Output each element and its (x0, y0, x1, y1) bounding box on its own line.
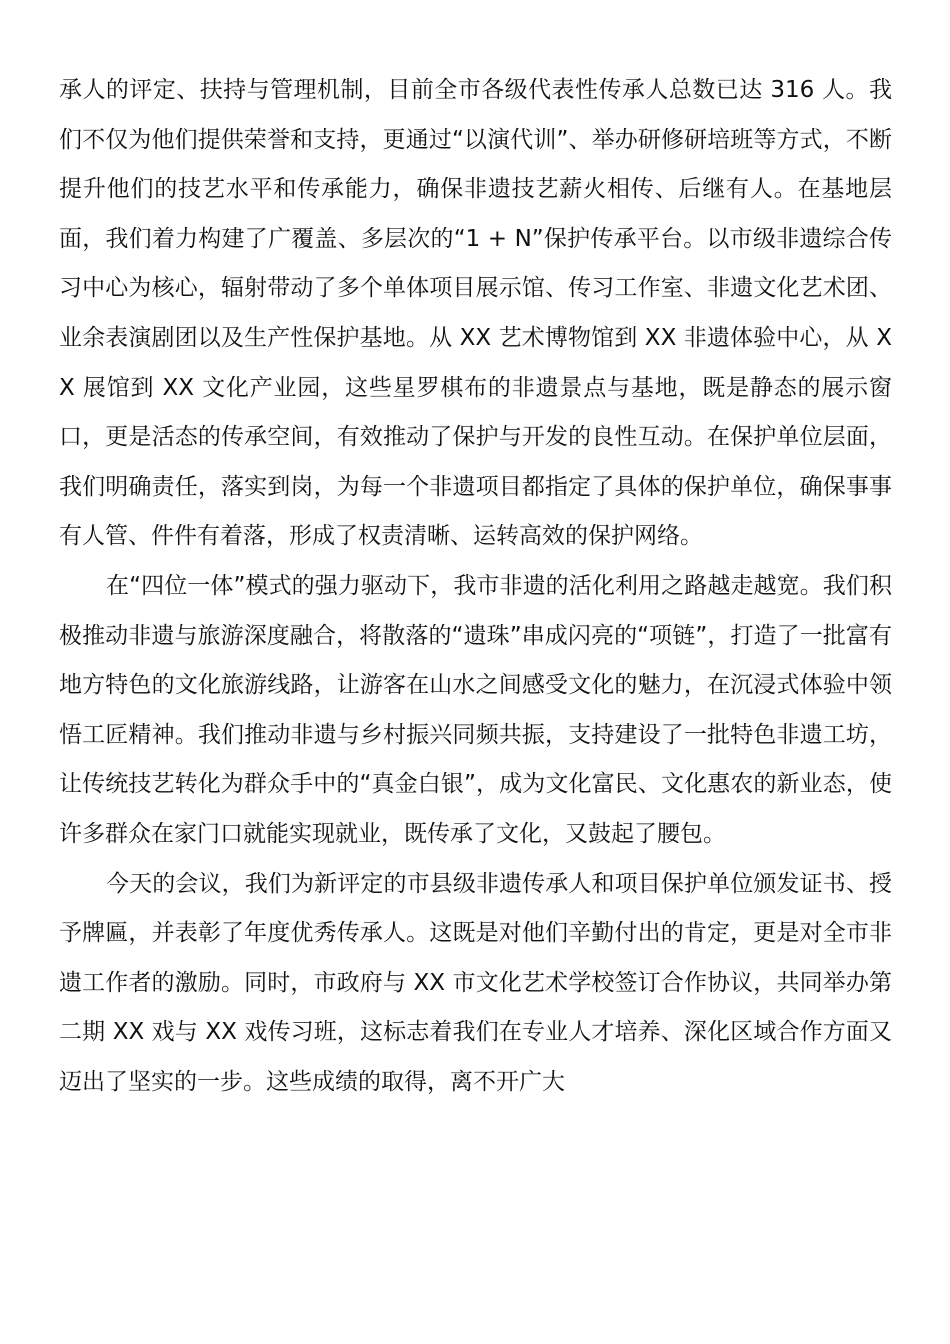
paragraph-four-in-one-model: 在“四位一体”模式的强力驱动下，我市非遗的活化利用之路越走越宽。我们积极推动非遗与旅游深度融合，将散落的“遗珠”串成闪亮的“项链”，打造了一批富有地方特色的文化旅游线路，让游客在山水之间感受文化的魅力，在沉浸式体验中领悟工匠精神。我们推动非遗与乡村振兴同频共振，支持建设了一批特色非遗工坊，让传统技艺转化为群众手中的“真金白银”，成为文化富民、文化惠农的新业态，使许多群众在家门口就能实现就业，既传承了文化，又鼓起了腰包。 (59, 572, 892, 847)
paragraph-todays-meeting: 今天的会议，我们为新评定的市县级非遗传承人和项目保护单位颁发证书、授予牌匾，并表彰了年度优秀传承人。这既是对他们辛勤付出的肯定，更是对全市非遗工作者的激励。同时，市政府与 XX 市文化艺术学校签订合作协议，共同举办第二期 XX 戏与 XX 戏传习班，这标志着我们在专业人才培养、深化区域合作方面又迈出了坚实的一步。这些成绩的取得，离不开广大 (59, 870, 892, 1095)
paragraph-heritage-system: 承人的评定、扶持与管理机制，目前全市各级代表性传承人总数已达 316 人。我们不仅为他们提供荣誉和支持，更通过“以演代训”、举办研修研培班等方式，不断提升他们的技艺水平和传承能力，确保非遗技艺薪火相传、后继有人。在基地层面，我们着力构建了广覆盖、多层次的“1 + N”保护传承平台。以市级非遗综合传习中心为核心，辐射带动了多个单体项目展示馆、传习工作室、非遗文化艺术团、业余表演剧团以及生产性保护基地。从 XX 艺术博物馆到 XX 非遗体验中心，从 XX 展馆到 XX 文化产业园，这些星罗棋布的非遗景点与基地，既是静态的展示窗口，更是活态的传承空间，有效推动了保护与开发的良性互动。在保护单位层面，我们明确责任，落实到岗，为每一个非遗项目都指定了具体的保护单位，确保事事有人管、件件有着落，形成了权责清晰、运转高效的保护网络。 (59, 77, 892, 550)
document-page (59, 66, 892, 1107)
